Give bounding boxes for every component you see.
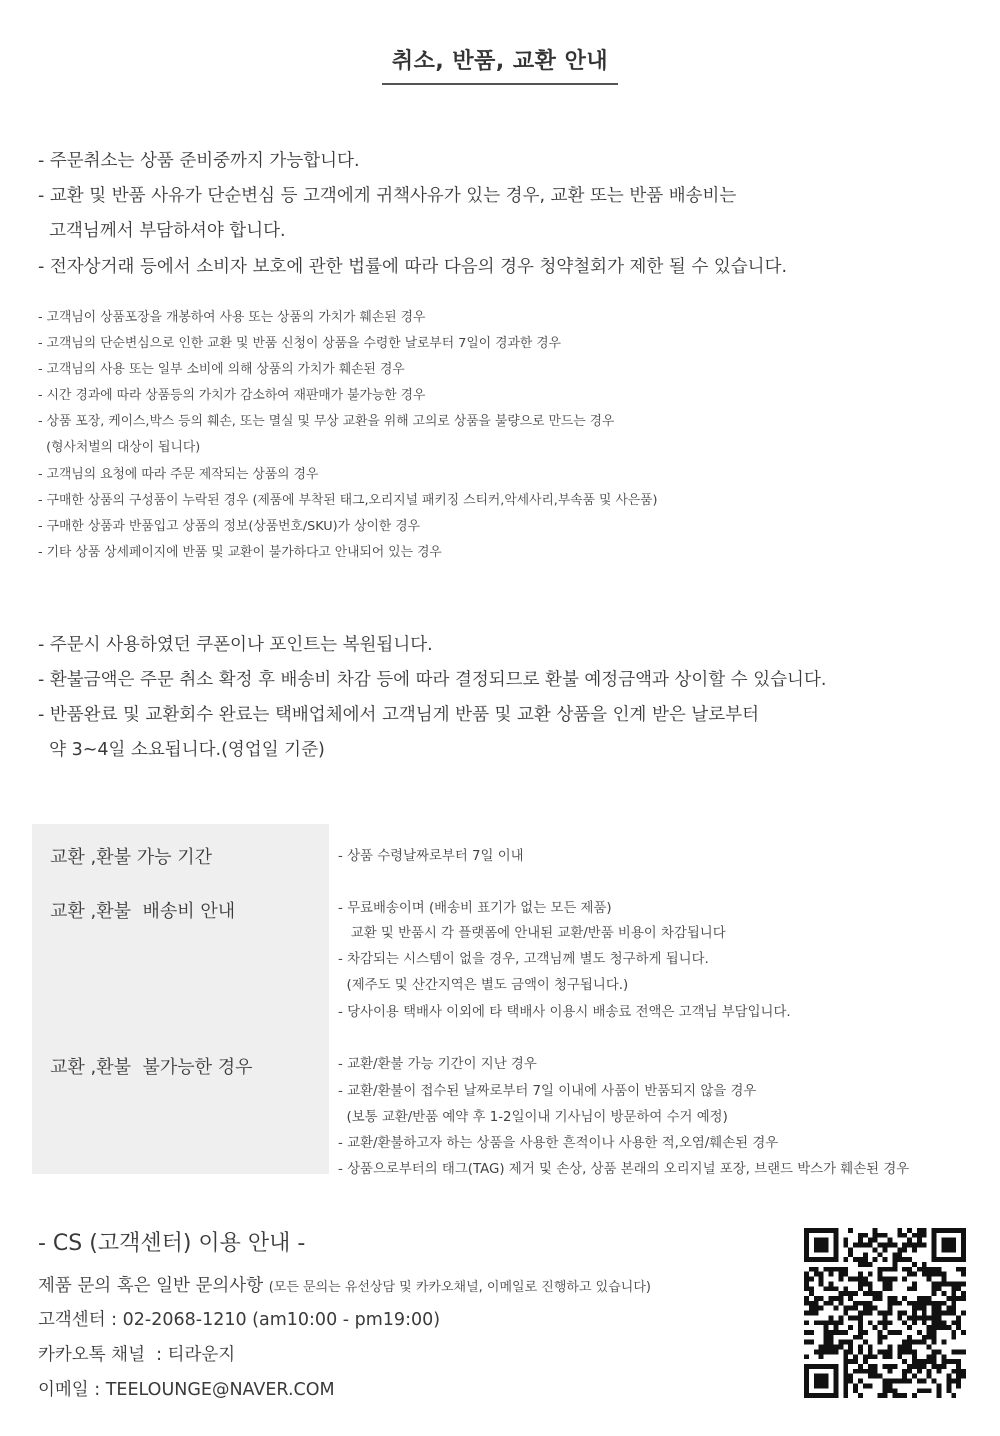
shipping-detail: - 차감되는 시스템이 없을 경우, 고객님께 별도 청구하게 됩니다. xyxy=(338,952,709,967)
shipping-detail: - 당사이용 택배사 이외에 타 택배사 이용시 배송료 전액은 고객님 부담입니다. xyxy=(338,1005,791,1020)
unavailable-detail: - 교환/환불이 접수된 날짜로부터 7일 이내에 사품이 반품되지 않을 경우 xyxy=(338,1084,757,1099)
shipping-detail: 교환 및 반품시 각 플랫폼에 안내된 교환/반품 비용이 차감됩니다 xyxy=(338,926,726,941)
shipping-detail: - 무료배송이며 (배송비 표기가 없는 모든 제품) xyxy=(338,901,612,916)
cs-inquiry-text: 제품 문의 혹은 일반 문의사항 xyxy=(38,1276,269,1296)
shipping-label: 교환 ,환불 배송비 안내 xyxy=(50,901,236,922)
cs-inquiry xyxy=(38,1272,651,1297)
restriction-item: - 고객님의 단순변심으로 인한 교환 및 반품 신청이 상품을 수령한 날로부터 7일이 경과한 경우 xyxy=(38,336,562,351)
restriction-item: - 구매한 상품의 구성품이 누락된 경우 (제품에 부착된 태그,오리지널 패키징 스티커,악세사리,부속품 및 사은품) xyxy=(38,493,658,508)
refund-line: - 반품완료 및 교환회수 완료는 택배업체에서 고객님게 반품 및 교환 상품을 인계 받은 날로부터 xyxy=(38,705,760,725)
unavailable-detail: - 교환/환불 가능 기간이 지난 경우 xyxy=(338,1057,537,1072)
unavailable-detail: (보통 교환/반품 예약 후 1-2일이내 기사님이 방문하여 수거 예정) xyxy=(338,1110,728,1125)
unavailable-label: 교환 ,환불 불가능한 경우 xyxy=(50,1057,253,1078)
restriction-item: - 구매한 상품과 반품입고 상품의 정보(상품번호/SKU)가 상이한 경우 xyxy=(38,519,420,534)
restriction-item: - 상품 포장, 케이스,박스 등의 훼손, 또는 멸실 및 무상 교환을 위해 고의로 상품을 불량으로 만드는 경우 xyxy=(38,414,615,429)
policy-label-panel xyxy=(32,824,329,1174)
cs-email: 이메일 : TEELOUNGE@NAVER.COM xyxy=(38,1380,335,1400)
refund-line: - 주문시 사용하였던 쿠폰이나 포인트는 복원됩니다. xyxy=(38,635,433,655)
period-label: 교환 ,환불 가능 기간 xyxy=(50,847,212,868)
unavailable-detail: - 상품으로부터의 태그(TAG) 제거 및 손상, 상품 본래의 오리지널 포장, 브랜드 박스가 훼손된 경우 xyxy=(338,1162,910,1177)
restriction-item: - 고객님의 요청에 따라 주문 제작되는 상품의 경우 xyxy=(38,467,319,482)
intro-line: - 전자상거래 등에서 소비자 보호에 관한 법률에 따라 다음의 경우 청약철회가 제한 될 수 있습니다. xyxy=(38,257,788,277)
unavailable-detail: - 교환/환불하고자 하는 상품을 사용한 흔적이나 사용한 적,오염/훼손된 경우 xyxy=(338,1136,779,1151)
restriction-item: - 고객님의 사용 또는 일부 소비에 의해 상품의 가치가 훼손된 경우 xyxy=(38,362,405,377)
refund-line: - 환불금액은 주문 취소 확정 후 배송비 차감 등에 따라 결정되므로 환불 예정금액과 상이할 수 있습니다. xyxy=(38,670,827,690)
refund-line: 약 3~4일 소요됩니다.(영업일 기준) xyxy=(38,740,325,760)
intro-line: - 교환 및 반품 사유가 단순변심 등 고객에게 귀책사유가 있는 경우, 교환 또는 반품 배송비는 xyxy=(38,186,737,206)
intro-line: 고객님께서 부담하셔야 합니다. xyxy=(38,221,286,241)
qr-code-icon xyxy=(804,1228,966,1398)
shipping-detail: (제주도 및 산간지역은 별도 금액이 청구됩니다.) xyxy=(338,978,629,993)
page-title: 취소, 반품, 교환 안내 xyxy=(382,44,618,85)
title-wrap xyxy=(0,44,1000,85)
cs-kakao: 카카오톡 채널 : 티라운지 xyxy=(38,1345,236,1365)
cs-inquiry-note: (모든 문의는 유선상담 및 카카오채널, 이메일로 진행하고 있습니다) xyxy=(268,1280,651,1295)
period-detail: - 상품 수령날짜로부터 7일 이내 xyxy=(338,849,524,864)
restriction-item: - 고객님이 상품포장을 개봉하여 사용 또는 상품의 가치가 훼손된 경우 xyxy=(38,310,426,325)
restriction-item: - 시간 경과에 따라 상품등의 가치가 감소하여 재판매가 불가능한 경우 xyxy=(38,388,426,403)
cs-phone: 고객센터 : 02-2068-1210 (am10:00 - pm19:00) xyxy=(38,1310,441,1330)
restriction-item: (형사처벌의 대상이 됩니다) xyxy=(38,440,201,455)
cs-title: - CS (고객센터) 이용 안내 - xyxy=(38,1231,306,1256)
intro-line: - 주문취소는 상품 준비중까지 가능합니다. xyxy=(38,151,360,171)
restriction-item: - 기타 상품 상세페이지에 반품 및 교환이 불가하다고 안내되어 있는 경우 xyxy=(38,545,442,560)
